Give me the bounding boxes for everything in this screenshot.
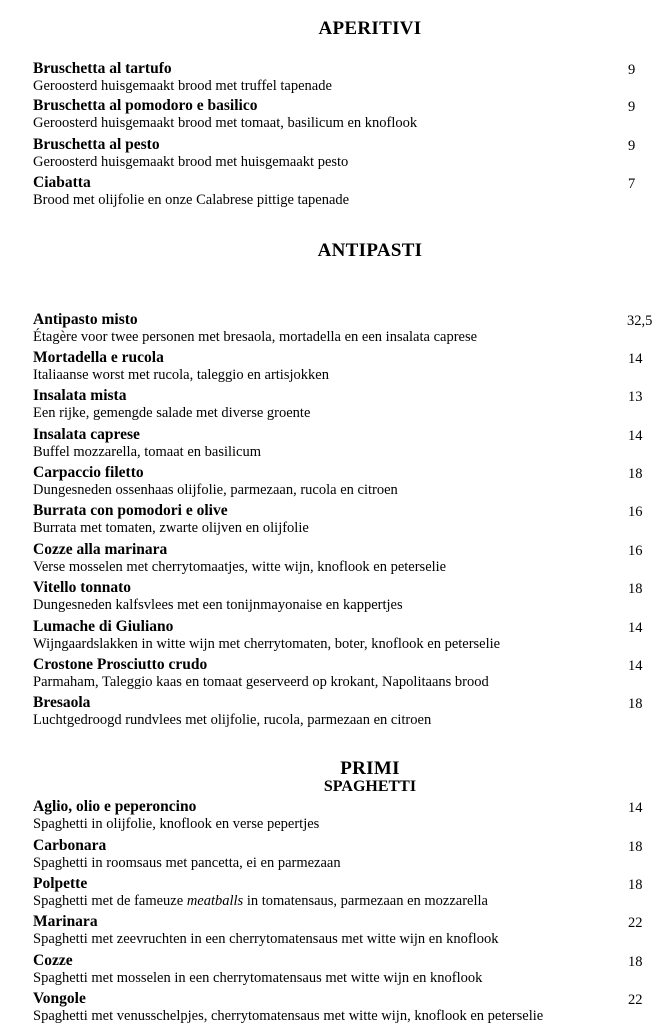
item-description: Verse mosselen met cherrytomaatjes, witte wijn, knoflook en peterselie: [33, 559, 447, 575]
item-description: Spaghetti in olijfolie, knoflook en verse pepertjes: [33, 816, 320, 832]
item-description: Spaghetti met zeevruchten in een cherrytomatensaus met witte wijn en knoflook: [33, 931, 499, 947]
menu-item: [33, 60, 653, 95]
item-price: 22: [628, 915, 643, 931]
item-name: Carpaccio filetto: [33, 464, 144, 481]
item-name: Bruschetta al pesto: [33, 136, 160, 153]
menu-item: [33, 502, 653, 537]
item-description: Dungesneden ossenhaas olijfolie, parmezaan, rucola en citroen: [33, 482, 398, 498]
item-name: Vitello tonnato: [33, 579, 132, 596]
item-description: Buffel mozzarella, tomaat en basilicum: [33, 444, 262, 460]
item-name: Bresaola: [33, 694, 91, 711]
item-description: [33, 893, 653, 910]
item-description: Een rijke, gemengde salade met diverse groente: [33, 405, 311, 421]
menu-item: [33, 579, 653, 614]
item-price: 32,5: [627, 313, 653, 329]
item-description: Geroosterd huisgemaakt brood met huisgemaakt pesto: [33, 154, 349, 170]
menu-item: [33, 426, 653, 461]
item-price: 14: [628, 428, 643, 444]
item-name: Marinara: [33, 913, 98, 930]
section-title-primi: PRIMI: [340, 758, 400, 779]
item-description: Geroosterd huisgemaakt brood met truffel tapenade: [33, 78, 332, 94]
item-price: 9: [628, 99, 636, 115]
menu-item: [33, 387, 653, 422]
description-text: Spaghetti met de fameuze: [33, 893, 187, 909]
item-description: Étagère voor twee personen met bresaola, mortadella en een insalata caprese: [33, 329, 478, 345]
menu-item: [33, 618, 653, 653]
description-emphasis: meatballs: [186, 893, 244, 909]
menu-item: [33, 952, 653, 987]
menu-item: [33, 174, 653, 209]
item-name: Burrata con pomodori e olive: [33, 502, 228, 519]
item-name: Ciabatta: [33, 174, 91, 191]
menu-item: [33, 837, 653, 872]
item-description: Parmaham, Taleggio kaas en tomaat geserveerd op krokant, Napolitaans brood: [33, 674, 489, 690]
item-price: 9: [628, 138, 636, 154]
item-name: Carbonara: [33, 837, 107, 854]
item-price: 18: [628, 696, 643, 712]
item-price: 7: [628, 176, 636, 192]
item-name: Crostone Prosciutto crudo: [33, 656, 208, 673]
menu-item: [33, 136, 653, 171]
item-price: 13: [628, 389, 643, 405]
item-name: Antipasto misto: [33, 311, 138, 328]
item-price: 14: [628, 800, 643, 816]
item-name: Aglio, olio e peperoncino: [33, 798, 197, 815]
item-price: 16: [628, 504, 643, 520]
menu-item: [33, 875, 653, 910]
item-name: Insalata mista: [33, 387, 127, 404]
menu-item: [33, 541, 653, 576]
item-description: Wijngaardslakken in witte wijn met cherrytomaten, boter, knoflook en peterselie: [33, 636, 501, 652]
section-title-aperitivi: APERITIVI: [318, 18, 422, 39]
item-price: 14: [628, 620, 643, 636]
menu-item: [33, 990, 653, 1025]
item-description: Burrata met tomaten, zwarte olijven en olijfolie: [33, 520, 309, 536]
item-price: 14: [628, 351, 643, 367]
item-description: Luchtgedroogd rundvlees met olijfolie, rucola, parmezaan en citroen: [33, 712, 432, 728]
menu-item: [33, 656, 653, 691]
item-description: Italiaanse worst met rucola, taleggio en artisjokken: [33, 367, 329, 383]
item-price: 18: [628, 466, 643, 482]
item-description: Brood met olijfolie en onze Calabrese pittige tapenade: [33, 192, 350, 208]
item-name: Cozze alla marinara: [33, 541, 168, 558]
item-price: 18: [628, 839, 643, 855]
item-price: 14: [628, 658, 643, 674]
menu-item: [33, 97, 653, 132]
item-name: Bruschetta al pomodoro e basilico: [33, 97, 258, 114]
item-price: 9: [628, 62, 636, 78]
item-name: Lumache di Giuliano: [33, 618, 174, 635]
item-description: Geroosterd huisgemaakt brood met tomaat, basilicum en knoflook: [33, 115, 418, 131]
item-description: Spaghetti met venusschelpjes, cherrytomatensaus met witte wijn, knoflook en peterselie: [33, 1008, 544, 1024]
item-name: Cozze: [33, 952, 73, 969]
menu-item: [33, 464, 653, 499]
item-price: 18: [628, 877, 643, 893]
item-price: 22: [628, 992, 643, 1008]
item-price: 18: [628, 581, 643, 597]
item-name: Insalata caprese: [33, 426, 140, 443]
menu-item: [33, 311, 653, 346]
menu-item: [33, 694, 653, 729]
item-price: 16: [628, 543, 643, 559]
item-description: Spaghetti in roomsaus met pancetta, ei en parmezaan: [33, 855, 341, 871]
item-name: Bruschetta al tartufo: [33, 60, 172, 77]
menu-item: [33, 349, 653, 384]
item-name: Mortadella e rucola: [33, 349, 164, 366]
item-name: Polpette: [33, 875, 88, 892]
description-text: in tomatensaus, parmezaan en mozzarella: [243, 893, 488, 909]
section-subtitle-spaghetti: SPAGHETTI: [323, 778, 417, 795]
menu-item: [33, 798, 653, 833]
menu-item: [33, 913, 653, 948]
item-name: Vongole: [33, 990, 86, 1007]
section-title-antipasti: ANTIPASTI: [317, 240, 423, 261]
item-price: 18: [628, 954, 643, 970]
item-description: Spaghetti met mosselen in een cherrytomatensaus met witte wijn en knoflook: [33, 970, 483, 986]
item-description: Dungesneden kalfsvlees met een tonijnmayonaise en kappertjes: [33, 597, 403, 613]
